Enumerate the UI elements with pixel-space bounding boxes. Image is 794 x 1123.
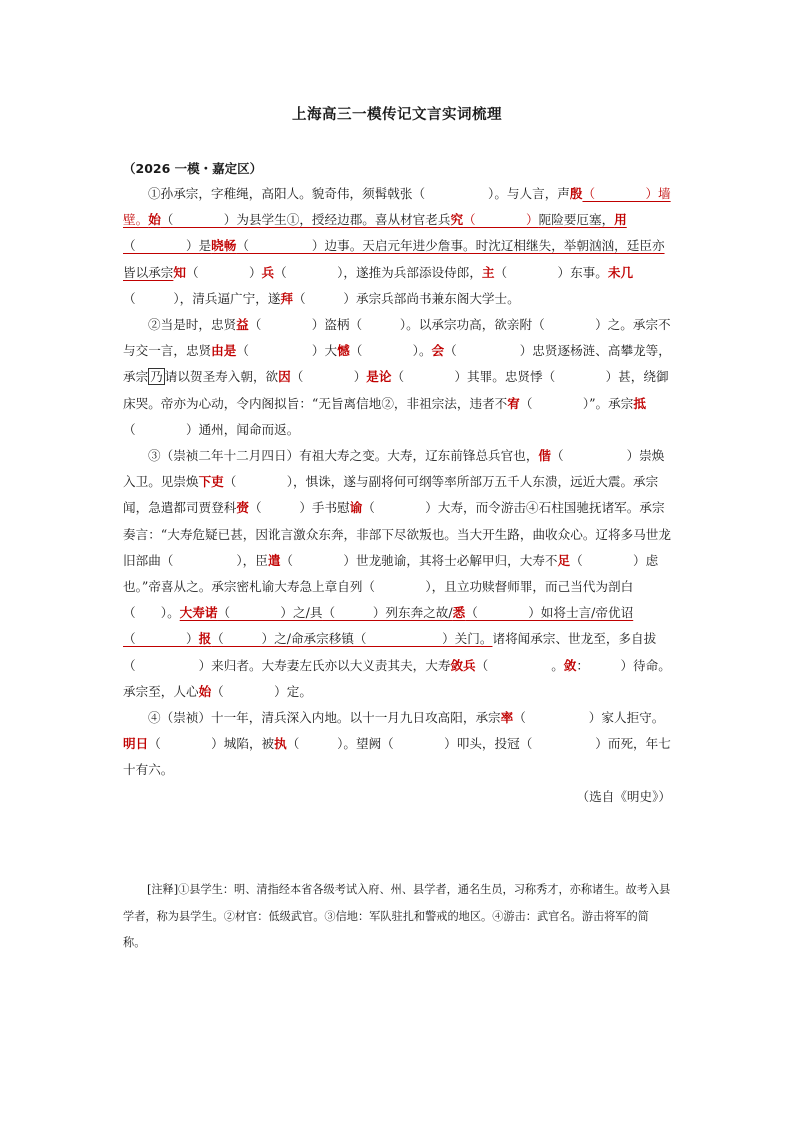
text: （ ）边事。天启元年进少詹事。时沈辽相继失，举朝汹汹，廷臣亦皆以承宗 xyxy=(123,238,665,280)
text: （ ）之/命承宗移镇（ ）关门。 xyxy=(211,631,493,647)
text: ①孙承宗，字稚绳，高阳人。貌奇伟，须髯戟张（ ）。与人言，声 xyxy=(148,186,570,201)
keyword: 赍 xyxy=(236,500,249,516)
keyword: 晓畅 xyxy=(211,238,237,254)
keyword: 宥 xyxy=(507,395,520,411)
text: （ ）虑也。”帝喜从之。承宗密札谕大寿急上章自列（ ），且立功赎督师罪，而己当代为剖白（ ）。 xyxy=(123,552,659,621)
text: ④（崇祯）十一年，清兵深入内地。以十一月九日攻高阳，承宗 xyxy=(148,710,501,726)
text: （ ）家人拒守。 xyxy=(513,710,665,726)
text: （ ）为县学生①，授经边郡。喜从材官老兵 xyxy=(160,212,451,228)
paragraph-4 xyxy=(123,705,671,784)
text: （ ）忠贤逐杨涟、高攀龙等，承宗 xyxy=(123,343,671,385)
keyword: 抵 xyxy=(633,395,646,411)
keyword: 敛兵 xyxy=(450,657,476,673)
keyword: 兵 xyxy=(261,264,275,280)
text: （ ）。望阙（ ）叩头，投冠（ ）而死，年七十有六。 xyxy=(123,736,671,778)
text: （ ）”。承宗 xyxy=(519,395,634,411)
keyword: 悉 xyxy=(452,605,466,621)
source-citation: （选自《明史》） xyxy=(576,788,671,804)
keyword: 未几 xyxy=(607,264,634,280)
text: （ ）手书慰 xyxy=(248,500,350,516)
keyword: 主 xyxy=(481,264,495,280)
keyword: 论 xyxy=(378,369,392,385)
text: ②当是时，忠贤 xyxy=(148,317,237,333)
paragraph-2 xyxy=(123,312,671,443)
keyword: 大寿诺 xyxy=(179,605,218,621)
keyword: 偕 xyxy=(538,448,551,464)
keyword: 报 xyxy=(198,631,212,647)
text: （ ）列东奔之故/ xyxy=(322,605,453,621)
text: ③（崇祯二年十二月四日）有祖大寿之变。大寿，辽东前锋总兵官也， xyxy=(148,448,539,464)
text: ： ）待命。承宗至，人心 xyxy=(123,657,671,699)
blank-bracket[interactable]: （ ）墙壁。 xyxy=(123,186,671,228)
text: （ ）通州，闻命而返。 xyxy=(123,421,300,437)
text: （ ）大 xyxy=(236,343,338,359)
footnote: [注释]①县学生：明、清指经本省各级考试入府、州、县学者，通名生员，习称秀才，亦称诸生。故考入县学者，称为县学生。②材官：低级武官。③信地：军队驻扎和警戒的地区。④游击：武官名。游击将军的简称。 xyxy=(123,883,671,949)
text: （ ）是 xyxy=(123,238,212,254)
keyword: 遣 xyxy=(267,552,281,568)
text: （ ）东事。 xyxy=(494,264,608,280)
blank-bracket[interactable]: （ ） xyxy=(463,212,539,228)
keyword: 执 xyxy=(274,736,287,752)
text: （ ），惧诛，遂与副将何可纲等率所部万五千人东溃，远近大震。承宗闻，急遣都司贾登科 xyxy=(123,474,659,516)
text: 诸将闻承宗、世龙至，多自拔（ ）来归者。大寿妻左氏亦以大义责其夫，大寿 xyxy=(123,631,657,673)
text: （ ），清兵逼广宁，遂 xyxy=(123,290,281,306)
paragraph-1 xyxy=(123,181,671,312)
text: （ ）其罪。忠贤悸（ ）甚，绕御床哭。帝亦为心动，令内阁拟旨：“无旨离信地②，非祖宗法，违者不 xyxy=(123,369,669,411)
keyword: 谕 xyxy=(349,500,363,516)
text: （ ）承宗兵部尚书兼东阁大学士。 xyxy=(293,290,520,306)
passage-body xyxy=(123,181,671,810)
text: （ ）盗柄（ ）。以承宗功高，欲亲附（ ）之。承宗不与交一言，忠贤 xyxy=(123,317,671,359)
text: （ ）大寿，而令游击④石柱国驰抚诸军。承宗奏言：“大寿危疑已甚，因讹言激众东奔，非部下尽欲叛也。当大开生路，曲收众心。辽将多马世龙旧部曲（ ），臣 xyxy=(123,500,671,568)
text: 阨险要厄塞， xyxy=(538,212,615,228)
keyword: 率 xyxy=(500,710,514,726)
boxed-character: 乃 xyxy=(150,369,163,385)
keyword: 敛 xyxy=(563,657,577,673)
keyword: 拜 xyxy=(280,290,294,306)
blank-bracket[interactable]: （ ） xyxy=(185,264,262,280)
text: （ 。 xyxy=(475,657,564,673)
paragraph-3 xyxy=(123,443,671,705)
keyword: 始 xyxy=(198,683,212,699)
keyword: 因 xyxy=(278,369,291,385)
keyword: 下吏 xyxy=(198,474,224,490)
page-title: 上海高三一模传记文言实词梳理 xyxy=(292,107,502,123)
keyword: 是 xyxy=(366,369,379,385)
keyword: 究 xyxy=(450,212,464,228)
text: （ ） xyxy=(290,369,367,385)
section-label: （2026 一模・嘉定区） xyxy=(123,161,263,176)
keyword: 足 xyxy=(557,552,571,568)
keyword: 明日 xyxy=(123,736,149,752)
keyword: 殷 xyxy=(569,186,583,201)
text: （ ）之/具 xyxy=(217,605,323,621)
keyword: 知 xyxy=(173,264,186,280)
keyword: 由是 xyxy=(211,343,237,359)
text: 请以贺圣寿入朝，欲 xyxy=(164,369,279,385)
text: （ ）如将士言/帝优诏（ ） xyxy=(123,605,634,647)
text: （ ），遂推为兵部添设侍郎， xyxy=(274,264,482,280)
text: （ ）。 xyxy=(349,343,432,359)
keyword: 用 xyxy=(614,212,627,228)
keyword: 始 xyxy=(148,212,161,228)
text: （ ）世龙驰谕，其将士必解甲归，大寿不 xyxy=(280,552,558,568)
text: （ ）崇焕入卫。见崇焕 xyxy=(123,448,665,490)
text: （ ）定。 xyxy=(211,683,312,699)
keyword: 憾 xyxy=(337,343,350,359)
keyword: 益 xyxy=(236,317,249,333)
keyword: 会 xyxy=(431,343,445,359)
text: （ ）城陷，被 xyxy=(148,736,275,752)
